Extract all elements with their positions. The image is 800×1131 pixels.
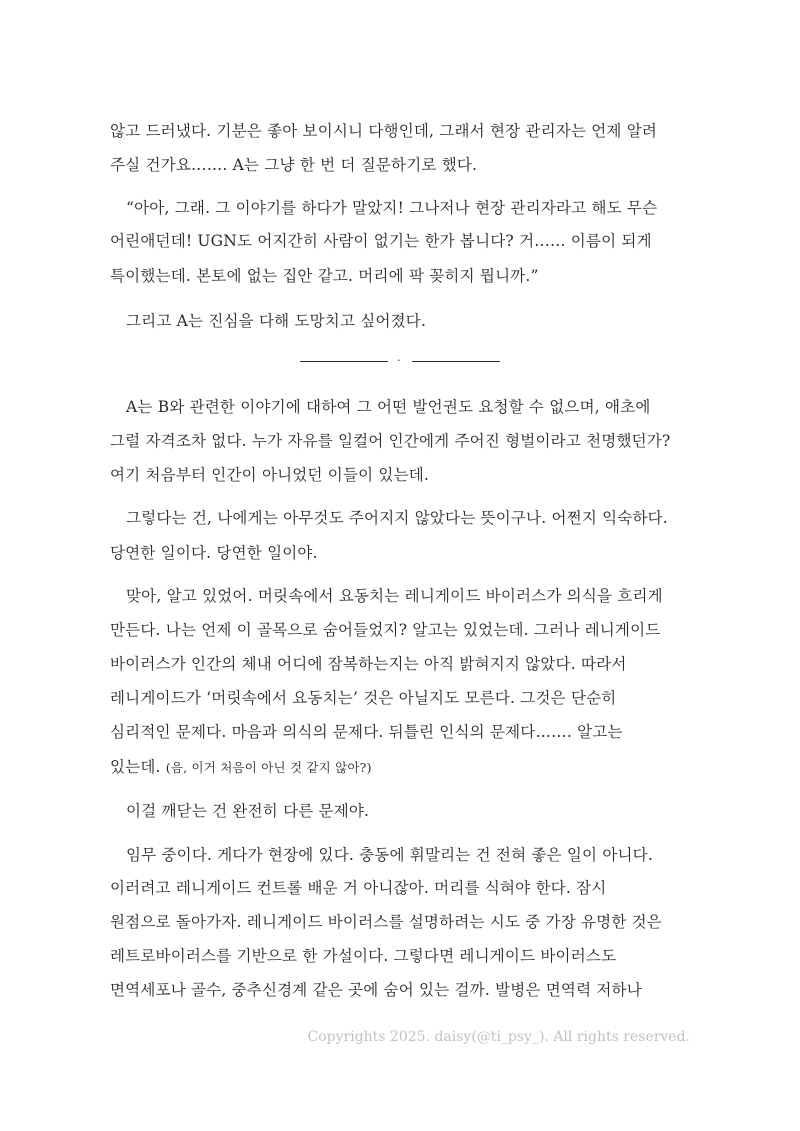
text-line bbox=[110, 757, 372, 778]
text-line: 이러려고 레니게이드 컨트롤 배운 거 아니잖아. 머리를 식혀야 한다. 잠시 bbox=[110, 879, 607, 897]
text-line: 그렇다는 건, 나에게는 아무것도 주어지지 않았다는 뜻이구나. 어쩐지 익숙하다. bbox=[126, 509, 668, 527]
text-line: 특이했는데. 본토에 없는 집안 같고. 머리에 팍 꽂히지 뭡니까.” bbox=[110, 267, 539, 285]
text-line: 면역세포나 골수, 중추신경계 같은 곳에 숨어 있는 걸까. 발병은 면역력 저하나 bbox=[110, 981, 642, 999]
text-line: 맞아, 알고 있었어. 머릿속에서 요동치는 레니게이드 바이러스가 의식을 흐리게 bbox=[126, 587, 663, 605]
text-line: 바이러스가 인간의 체내 어디에 잠복하는지는 아직 밝혀지지 않았다. 따라서 bbox=[110, 655, 627, 673]
aside-note: (음, 이거 처음이 아닌 것 같지 않아?) bbox=[165, 760, 372, 775]
document-page bbox=[110, 0, 690, 1131]
text-line: 어린애던데! UGN도 어지간히 사람이 없기는 한가 봅니다? 거…… 이름이 되게 bbox=[110, 232, 652, 250]
text-fragment: 있는데. bbox=[110, 758, 161, 776]
separator-dot: · bbox=[397, 354, 401, 367]
text-line: 그리고 A는 진심을 다해 도망치고 싶어졌다. bbox=[126, 312, 427, 330]
text-line: “아아, 그래. 그 이야기를 하다가 말았지! 그나저나 현장 관리자라고 해도 무슨 bbox=[126, 199, 658, 217]
separator-rule-left bbox=[300, 361, 388, 362]
text-line: 여기 처음부터 인간이 아니었던 이들이 있는데. bbox=[110, 466, 430, 484]
text-line: A는 B와 관련한 이야기에 대하여 그 어떤 발언권도 요청할 수 없으며, 애초에 bbox=[126, 398, 651, 416]
section-separator bbox=[300, 354, 500, 368]
text-line: 임무 중이다. 게다가 현장에 있다. 충동에 휘말리는 건 전혀 좋은 일이 아니다. bbox=[126, 846, 653, 864]
text-line: 심리적인 문제다. 마음과 의식의 문제다. 뒤틀린 인식의 문제다……. 알고는 bbox=[110, 723, 623, 741]
text-line: 만든다. 나는 언제 이 골목으로 숨어들었지? 알고는 있었는데. 그러나 레니게이드 bbox=[110, 621, 661, 639]
text-line: 레니게이드가 ‘머릿속에서 요동치는’ 것은 아닐지도 모른다. 그것은 단순히 bbox=[110, 689, 617, 707]
text-line: 이걸 깨닫는 건 완전히 다른 문제야. bbox=[126, 802, 370, 820]
text-line: 않고 드러냈다. 기분은 좋아 보이시니 다행인데, 그래서 현장 관리자는 언제 알려 bbox=[110, 122, 658, 140]
text-line: 주실 건가요……. A는 그냥 한 번 더 질문하기로 했다. bbox=[110, 156, 478, 174]
text-line: 레트로바이러스를 기반으로 한 가설이다. 그렇다면 레니게이드 바이러스도 bbox=[110, 947, 617, 965]
text-line: 당연한 일이다. 당연한 일이야. bbox=[110, 544, 318, 562]
copyright-footer: Copyrights 2025. daisy(@ti_psy_). All rights reserved. bbox=[307, 1029, 690, 1045]
text-line: 원점으로 돌아가자. 레니게이드 바이러스를 설명하려는 시도 중 가장 유명한 것은 bbox=[110, 913, 662, 931]
text-line: 그럴 자격조차 없다. 누가 자유를 일컬어 인간에게 주어진 형벌이라고 천명했던가? bbox=[110, 432, 671, 450]
separator-rule-right bbox=[412, 361, 500, 362]
